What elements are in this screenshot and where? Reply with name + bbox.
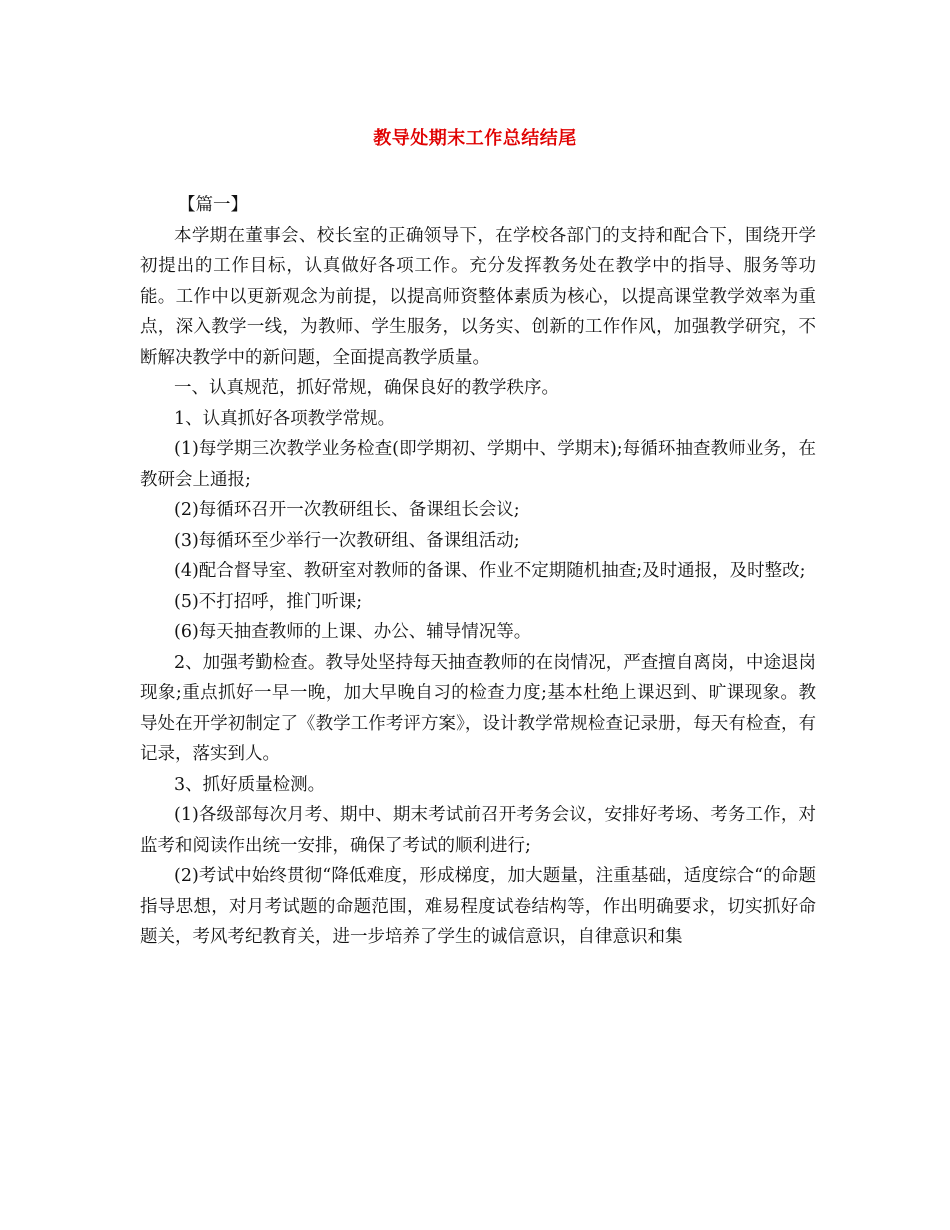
paragraph-item-1: (1)每学期三次教学业务检查(即学期初、学期中、学期末);每循环抽查教师业务，在教研会上通报;	[140, 439, 816, 490]
paragraph-subheading-3: 3、抓好质量检测。	[174, 774, 326, 795]
document-body	[140, 190, 816, 953]
paragraph-item-5: (5)不打招呼，推门听课;	[174, 591, 363, 612]
paragraph-exam-1: (1)各级部每次月考、期中、期末考试前召开考务会议，安排好考场、考务工作，对监考和阅读作出统一安排，确保了考试的顺利进行;	[140, 805, 816, 856]
paragraph-exam-2: (2)考试中始终贯彻“降低难度，形成梯度，加大题量，注重基础，适度综合“的命题指导思想，对月考试题的命题范围，难易程度试卷结构等，作出明确要求，切实抓好命题关，考风考纪教育关，进一步培养了学生的诚信意识，自律意识和集	[140, 866, 816, 947]
paragraph-item-3: (3)每循环至少举行一次教研组、备课组活动;	[174, 530, 520, 551]
document-title: 教导处期末工作总结结尾	[373, 128, 577, 149]
paragraph-heading-1: 一、认真规范，抓好常规，确保良好的教学秩序。	[174, 378, 559, 398]
paragraph-subheading-1: 1、认真抓好各项教学常规。	[174, 408, 396, 429]
paragraph-item-4: (4)配合督导室、教研室对教师的备课、作业不定期随机抽查;及时通报，及时整改;	[174, 561, 806, 581]
paragraph-item-6: (6)每天抽查教师的上课、办公、辅导情况等。	[174, 622, 532, 642]
section-heading: 【篇一】	[178, 195, 248, 215]
paragraph-attendance: 2、加强考勤检查。教导处坚持每天抽查教师的在岗情况，严查擅自离岗，中途退岗现象;重点抓好一早一晚，加大早晚自习的检查力度;基本杜绝上课迟到、旷课现象。教导处在开学初制定了《教学工作考评方案》，设计教学常规检查记录册，每天有检查，有记录，落实到人。	[140, 652, 816, 764]
paragraph-item-2: (2)每循环召开一次教研组长、备课组长会议;	[174, 500, 520, 520]
paragraph-intro: 本学期在董事会、校长室的正确领导下，在学校各部门的支持和配合下，围绕开学初提出的工作目标，认真做好各项工作。充分发挥教务处在教学中的指导、服务等功能。工作中以更新观念为前提，以提高师资整体素质为核心，以提高课堂教学效率为重点，深入教学一线，为教师、学生服务，以务实、创新的工作作风，加强教学研究，不断解决教学中的新问题，全面提高教学质量。	[140, 225, 816, 368]
